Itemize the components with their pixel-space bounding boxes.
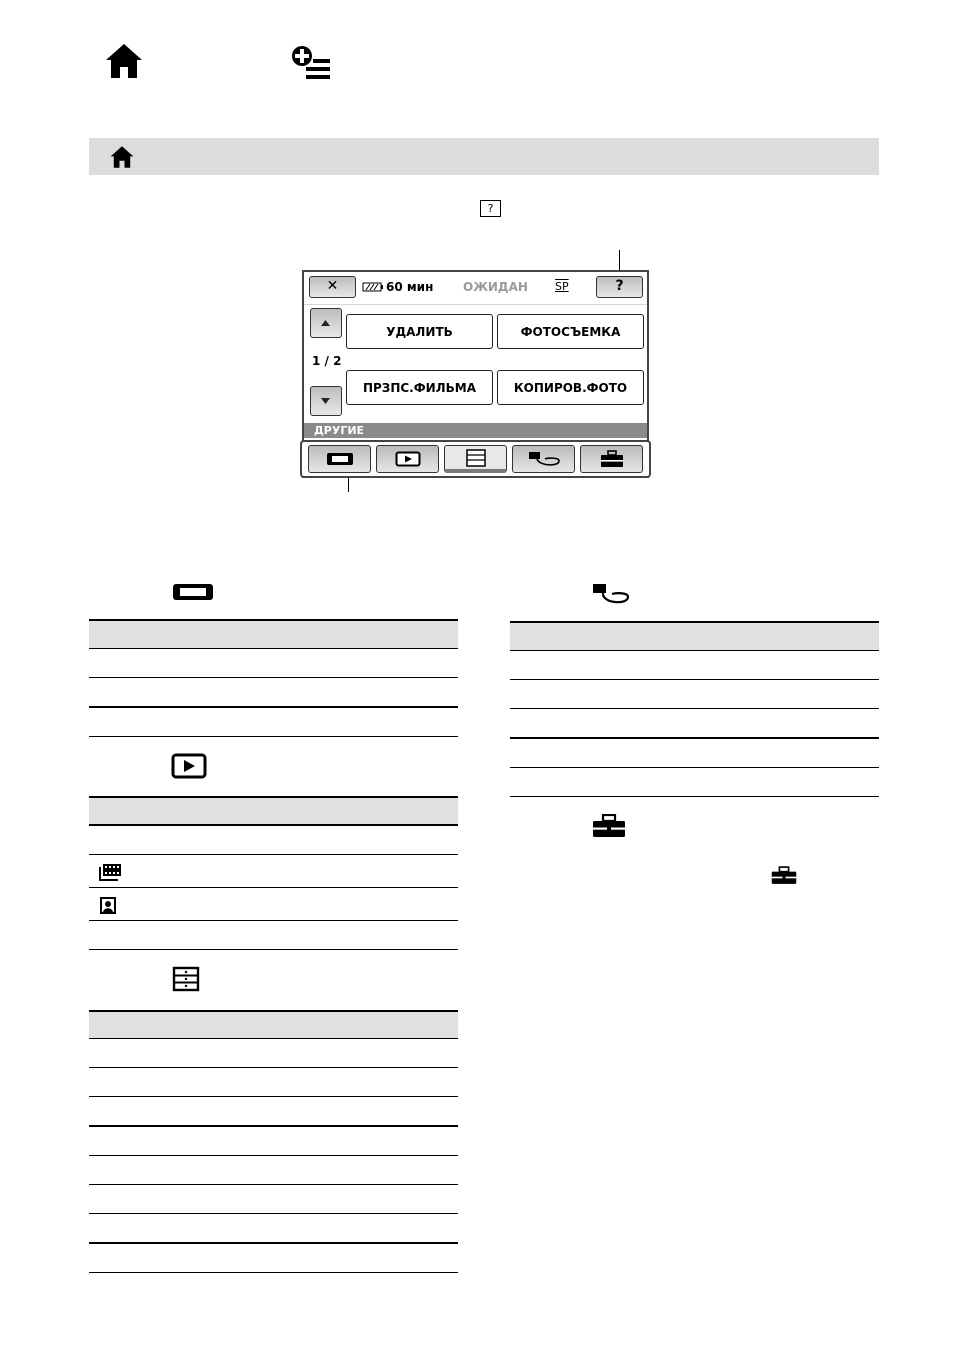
table-row-divider (89, 1067, 458, 1068)
page-indicator: 1 / 2 (312, 354, 342, 368)
table-row-divider (89, 1213, 458, 1214)
section-settings-icon (592, 814, 626, 838)
table-row-divider (89, 949, 458, 950)
tab-others[interactable] (444, 445, 507, 473)
table-row-divider (89, 1125, 458, 1127)
table-header-manage-media (510, 621, 879, 651)
table-row-divider (510, 796, 879, 797)
battery-icon (362, 282, 384, 292)
table-row-divider (89, 887, 458, 888)
home-icon (104, 42, 144, 80)
film-roll-icon (99, 864, 121, 881)
help-marker: ? (480, 200, 501, 217)
camera-screen (302, 270, 649, 478)
table-row-divider (89, 677, 458, 678)
table-row-divider (510, 737, 879, 739)
table-row-divider (510, 679, 879, 680)
callout-line-tabs (348, 477, 349, 492)
menu-item-photo-copy[interactable]: КОПИРОВ.ФОТО (497, 370, 644, 405)
category-label: ДРУГИЕ (304, 423, 647, 438)
others-icon (466, 449, 486, 467)
inline-settings-icon (771, 866, 797, 885)
section-view-images-icon (171, 753, 207, 779)
section-header-band (89, 138, 879, 175)
record-mode: SP (555, 280, 569, 293)
table-row-divider (510, 708, 879, 709)
scroll-up-button[interactable] (310, 308, 342, 338)
table-row-divider (510, 767, 879, 768)
table-row-divider (89, 1242, 458, 1244)
table-row-divider (89, 1272, 458, 1273)
close-button[interactable]: ✕ (309, 276, 356, 298)
tab-camera[interactable] (308, 445, 371, 473)
band-home-icon (109, 145, 135, 169)
scroll-down-button[interactable] (310, 386, 342, 416)
battery-time: 60 мин (386, 280, 434, 294)
table-row-divider (89, 824, 458, 826)
table-header-camera (89, 619, 458, 649)
settings-icon (599, 450, 625, 468)
menu-item-delete[interactable]: УДАЛИТЬ (346, 314, 493, 349)
table-row-divider (89, 736, 458, 737)
menu-item-photo-capture[interactable]: ФОТОСЪЕМКА (497, 314, 644, 349)
section-camera-icon (171, 581, 215, 603)
face-index-icon (100, 897, 116, 914)
table-row-divider (89, 920, 458, 921)
table-row-divider (89, 1096, 458, 1097)
view-images-icon (395, 451, 421, 467)
category-tab-bar (300, 440, 651, 478)
table-row-divider (510, 650, 879, 651)
table-row-divider (89, 1038, 458, 1039)
camera-category-icon (325, 451, 355, 467)
manage-media-icon (527, 450, 561, 468)
section-manage-media-icon (591, 582, 631, 606)
status-text: ОЖИДАН (463, 280, 528, 294)
section-others-icon (172, 966, 200, 992)
help-button[interactable]: ? (596, 276, 643, 298)
table-row-divider (89, 854, 458, 855)
table-row-divider (89, 1184, 458, 1185)
tab-manage-media[interactable] (512, 445, 575, 473)
table-row-divider (89, 1155, 458, 1156)
menu-item-movie-dub[interactable]: ПРЗПС.ФИЛЬМА (346, 370, 493, 405)
table-header-others (89, 1010, 458, 1039)
tab-settings[interactable] (580, 445, 643, 473)
tab-view-images[interactable] (376, 445, 439, 473)
screen-top-bar (304, 272, 647, 305)
option-icon (291, 45, 331, 81)
table-row-divider (89, 648, 458, 649)
table-header-view-images (89, 796, 458, 825)
table-row-divider (89, 706, 458, 708)
